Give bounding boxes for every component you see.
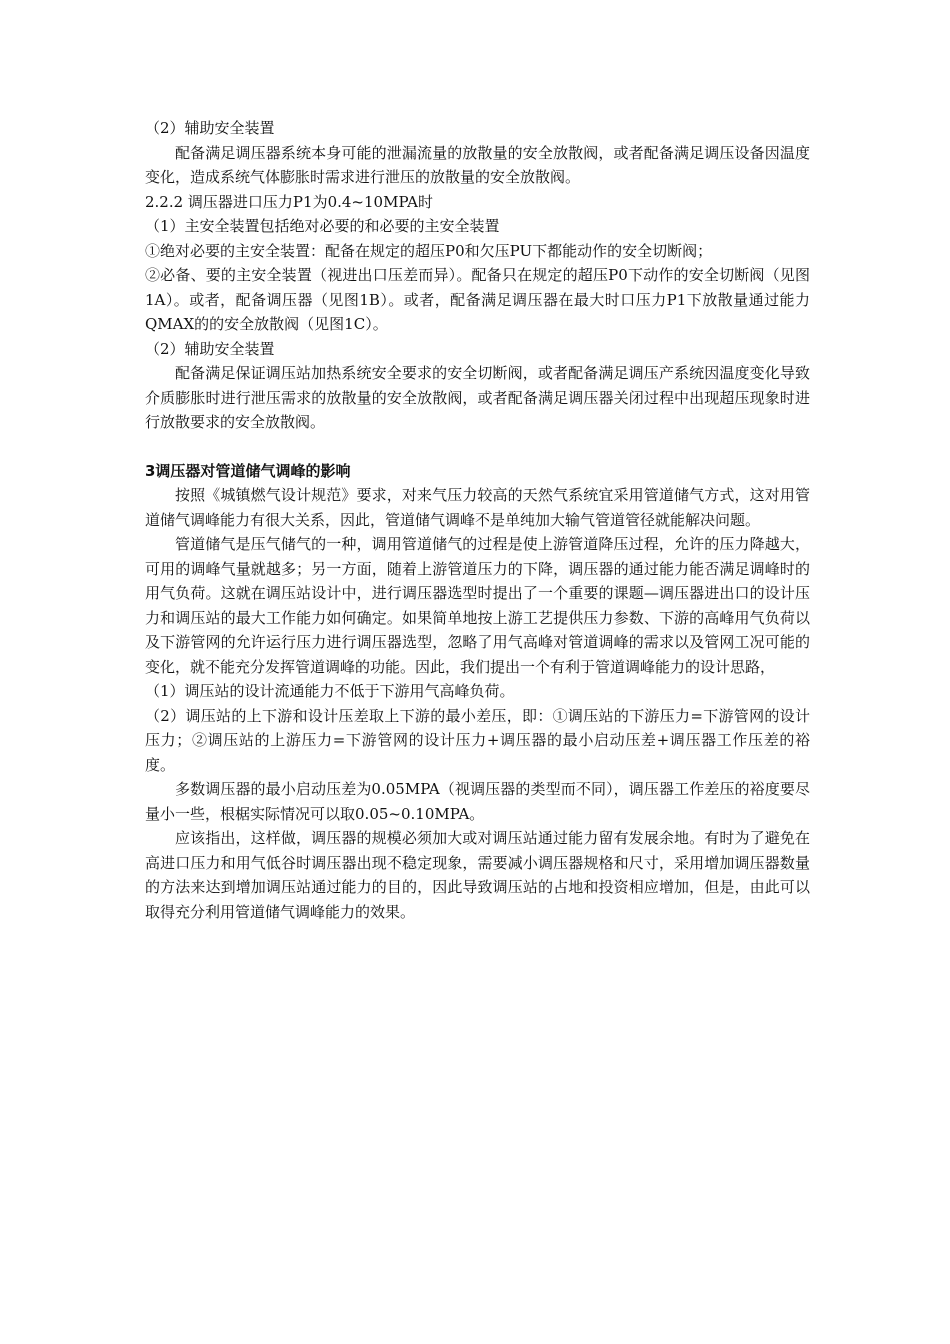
section-heading-2-2-2: 2.2.2 调压器进口压力P1为0.4~10MPA时 xyxy=(145,192,433,211)
paragraph: 按照《城镇燃气设计规范》要求，对来气压力较高的天然气系统宜采用管道储气方式，这对用管道储气调峰能力有很大关系，因此，管道储气调峰不是单纯加大输气管道管径就能解决问题。 xyxy=(145,486,810,529)
list-item: ①绝对必要的主安全装置：配备在规定的超压P0和欠压PU下都能动作的安全切断阀； xyxy=(145,241,713,260)
subsection-label-main-safety: （1）主安全装置包括绝对必要的和必要的主安全装置 xyxy=(145,217,500,235)
subsection-label-auxiliary-safety: （2）辅助安全装置 xyxy=(145,339,275,358)
section-heading-3: 3调压器对管道储气调峰的影响 xyxy=(145,461,351,480)
paragraph: 管道储气是压气储气的一种，调用管道储气的过程是使上游管道降压过程，允许的压力降越大，可用的调峰气量就越多；另一方面，随着上游管道压力的下降，调压器的通过能力能否满足调峰时的用气负荷。这就在调压站设计中，进行调压器选型时提出了一个重要的课题—调压器进出口的设计压力和调压站的最大工作能力如何确定。如果简单地按上游工艺提供压力参数、下游的高峰用气负荷以及下游管网的允许运行压力进行调压器选型，忽略了用气高峰对管道调峰的需求以及管网工况可能的变化，就不能充分发挥管道调峰的功能。因此，我们提出一个有利于管道调峰能力的设计思路， xyxy=(145,535,810,676)
paragraph: 配备满足调压器系统本身可能的泄漏流量的放散量的安全放散阀，或者配备满足调压设备因温度变化，造成系统气体膨胀时需求进行泄压的放散量的安全放散阀。 xyxy=(145,143,810,186)
list-item: （1）调压站的设计流通能力不低于下游用气高峰负荷。 xyxy=(145,682,515,700)
list-item: （2）调压站的上下游和设计压差取上下游的最小差压，即：①调压站的下游压力=下游管网的设计压力；②调压站的上游压力=下游管网的设计压力+调压器的最小启动压差+调压器工作压差的裕度。 xyxy=(145,706,810,774)
paragraph: 应该指出，这样做，调压器的规模必须加大或对调压站通过能力留有发展余地。有时为了避免在高进口压力和用气低谷时调压器出现不稳定现象，需要减小调压器规格和尺寸，采用增加调压器数量的方法来达到增加调压站通过能力的目的，因此导致调压站的占地和投资相应增加，但是，由此可以取得充分利用管道储气调峰能力的效果。 xyxy=(145,829,810,921)
document-body xyxy=(145,116,810,924)
subsection-label-auxiliary-safety: （2）辅助安全装置 xyxy=(145,119,275,137)
paragraph: 多数调压器的最小启动压差为0.05MPA（视调压器的类型而不同），调压器工作差压的裕度要尽量小一些，根椐实际情况可以取0.05~0.10MPA。 xyxy=(145,780,810,823)
paragraph: 配备满足保证调压站加热系统安全要求的安全切断阀，或者配备满足调压产系统因温度变化导致介质膨胀时进行泄压需求的放散量的安全放散阀，或者配备满足调压器关闭过程中出现超压现象时进行放散要求的安全放散阀。 xyxy=(145,364,810,431)
list-item: ②必备、要的主安全装置（视进出口压差而异）。配备只在规定的超压P0下动作的安全切断阀（见图1A）。或者，配备调压器（见图1B）。或者，配备满足调压器在最大时口压力P1下放散量通过能力QMAX的的安全放散阀（见图1C）。 xyxy=(145,266,810,333)
